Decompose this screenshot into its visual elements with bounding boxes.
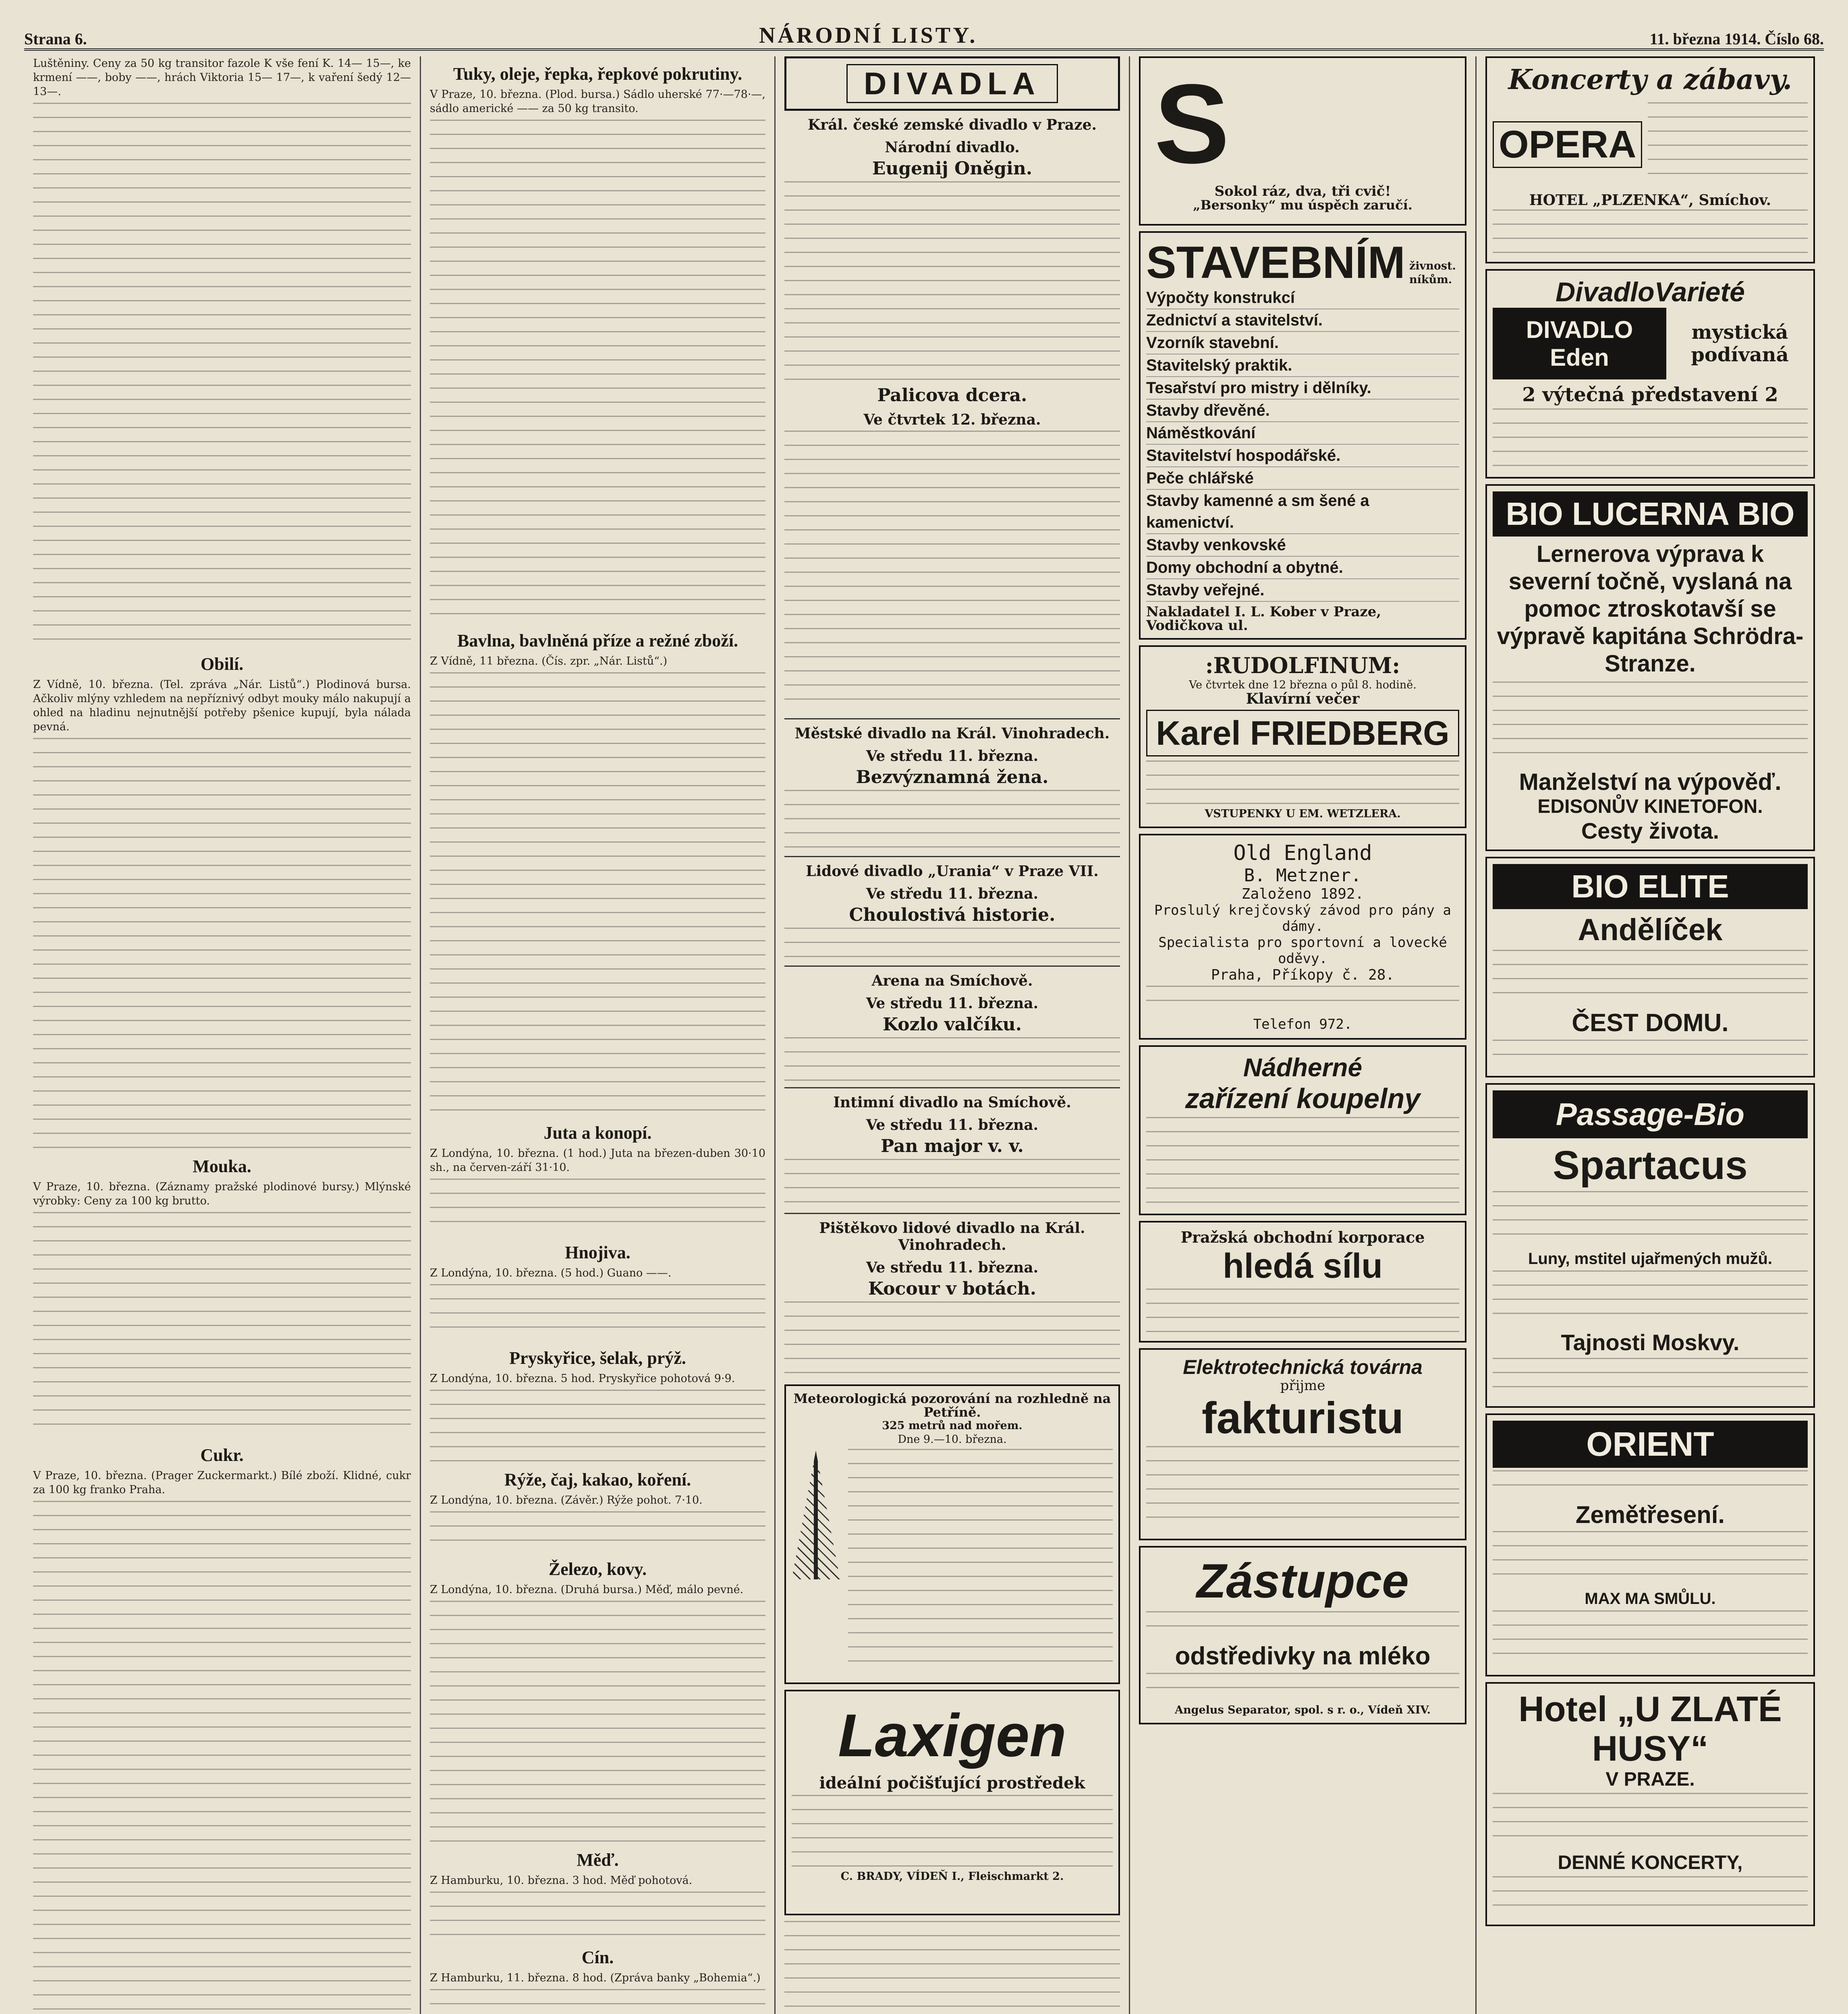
weather-report [784, 1384, 1120, 1684]
section-lead: Z Londýna, 10. března. (1 hod.) Juta na březen-duben 30·10 sh., na červen-září 31·10. [430, 1147, 765, 1174]
section-lead: Z Londýna, 10. března. (Druhá bursa.) Měď, málo pevné. [430, 1583, 744, 1596]
section-lead: V Praze, 10. března. (Záznamy pražské plodinové bursy.) Mlýnské výrobky: Ceny za 100 kg brutto. [33, 1181, 411, 1207]
weather-height: 325 metrů nad mořem. [882, 1419, 1023, 1432]
theatre-name: Lidové divadlo „Urania“ v Praze VII. [806, 863, 1099, 880]
theatre-name: Intimní divadlo na Smíchově. [833, 1094, 1071, 1111]
stavebnim-list-item: Peče chlářské [1146, 467, 1459, 490]
play-title: Kocour v botách. [868, 1278, 1037, 1299]
section-lead: V Praze, 10. března. (Prager Zuckermarkt.) Bílé zboží. Klidné, cukr za 100 kg franko Praha. [33, 1469, 411, 1496]
zastupce-line1: odstředivky na mléko [1175, 1642, 1431, 1670]
ad-text [1146, 1289, 1459, 1333]
section-lead: Z Londýna, 10. března. (Závěr.) Rýže pohot. 7·10. [430, 1494, 703, 1506]
section-heading: Obilí. [200, 654, 244, 674]
sokol-line2: „Bersonky“ mu úspěch zaručí. [1193, 197, 1412, 213]
orient-line1: Zemětřesení. [1575, 1501, 1725, 1528]
stavebnim-list [1146, 287, 1459, 602]
weather-title: Meteorologická pozorování na rozhledně na Petříně. [793, 1391, 1111, 1420]
divider [784, 856, 1120, 857]
eden-title: DivadloVarieté [1556, 277, 1745, 307]
eden-line1: mystická podívaná [1691, 321, 1789, 366]
ad-text [1493, 1270, 1808, 1327]
section-lead: Z Hamburku, 11. března. 8 hod. (Zpráva banky „Bohemia“.) [430, 1972, 761, 1984]
orient-line2: MAX MA SMŮLU. [1585, 1590, 1716, 1608]
lucerna-line1: Lernerova výprava k severní točně, vyslaná na pomoc ztroskotavší se výpravě kapitána Schrödra-Stranze. [1497, 541, 1804, 677]
play-title: Palicova dcera. [877, 385, 1027, 406]
passage-logo: Passage-Bio [1493, 1090, 1808, 1138]
ad-text [1493, 1531, 1808, 1587]
page-number: Strana 6. [24, 30, 87, 48]
text-block [430, 1284, 765, 1341]
ad-text [1146, 1673, 1459, 1701]
zastupce-title: Zástupce [1197, 1554, 1409, 1608]
stavebnim-list-item: Tesařství pro mistry i dělníky. [1146, 377, 1459, 400]
text-block [430, 1892, 765, 1940]
zlatehusy-title: Hotel „U ZLATÉ HUSY“ [1518, 1689, 1782, 1768]
stavebnim-list-item: Zednictví a stavitelství. [1146, 309, 1459, 332]
column-1 [24, 56, 421, 2014]
oe-line3: Založeno 1892. [1241, 886, 1364, 902]
theatre-listing [784, 863, 1120, 960]
theatre-name: Arena na Smíchově. [871, 972, 1033, 989]
section-heading: Měď. [577, 1850, 619, 1870]
article [33, 654, 411, 1149]
stavebnim-footer: Nakladatel I. L. Kober v Praze, Vodičkova ul. [1146, 604, 1381, 634]
lucerna-logo: BIO LUCERNA BIO [1493, 491, 1808, 537]
section-lead: Z Londýna, 10. března. (5 hod.) Guano ——. [430, 1267, 672, 1279]
text-block [784, 1301, 1120, 1382]
ad-text [1146, 986, 1459, 1014]
article [430, 1469, 765, 1552]
article [430, 1559, 765, 1842]
passage-line1: Spartacus [1553, 1143, 1748, 1188]
section-lead: Z Vídně, 10. března. (Tel. zpráva „Nár. Listů“.) Plodinová bursa. Ačkoliv mlýny vzhledem na nepříznivý odbyt mouky málo nakupují a ohled na hladinu nejnutnější potřeby pšenice kupují, byla nálada pevná. [33, 678, 411, 733]
faktura-line2: přijme [1280, 1378, 1325, 1394]
text-block [33, 1212, 411, 1438]
orient-logo: ORIENT [1493, 1421, 1808, 1468]
text-block [430, 672, 765, 1115]
faktura-line3: fakturistu [1201, 1393, 1404, 1443]
hleda-ad [1139, 1221, 1466, 1343]
old-england-ad [1139, 834, 1466, 1040]
play-title: Choulostivá historie. [849, 905, 1056, 925]
ad-text [792, 1795, 1113, 1867]
elite-line1: Andělíček [1578, 913, 1723, 947]
stavebnim-list-item: Domy obchodní a obytné. [1146, 557, 1459, 579]
theatre-listing [784, 1094, 1120, 1207]
play-title: Pan major v. v. [881, 1136, 1024, 1156]
article [430, 1850, 765, 1940]
theatre-sub: Ve středu 11. března. [866, 1117, 1039, 1133]
ad-text [1493, 1470, 1808, 1498]
text-block [784, 790, 1120, 850]
ad-text [1493, 950, 1808, 1006]
sokol-ad [1139, 56, 1466, 226]
section-heading: Bavlna, bavlněná příze a režné zboží. [457, 631, 738, 651]
section-heading: Cukr. [200, 1445, 244, 1465]
elite-logo: BIO ELITE [1493, 864, 1808, 909]
section-lead: Z Vídně, 11 března. (Čís. zpr. „Nár. Listů“.) [430, 655, 668, 667]
stavebnim-list-item: Stavitelský praktik. [1146, 354, 1459, 377]
elite-ad [1485, 857, 1815, 1077]
zlate-husy-ad [1485, 1682, 1815, 1926]
article-intro: Luštěniny. Ceny za 50 kg transitor fazole K vše fení K. 14— 15—, ke krmení ——, boby ——, hrách Viktoria 15— 17—, k vaření šedý 12— 13—. [33, 57, 411, 98]
oe-line7: Telefon 972. [1253, 1016, 1352, 1032]
section-heading: Rýže, čaj, kakao, koření. [504, 1470, 691, 1490]
ad-text [1493, 408, 1808, 469]
stavebnim-list-item: Stavby kamenné a sm šené a kamenictví. [1146, 490, 1459, 534]
koncerty-ad [1485, 56, 1815, 263]
zlatehusy-line1: V PRAZE. [1605, 1769, 1695, 1790]
text-block [430, 120, 765, 623]
eden-logo: DIVADLO Eden [1493, 308, 1666, 379]
theatre-sub: Ve středu 11. března. [866, 885, 1039, 902]
section-lead: Z Londýna, 10. března. 5 hod. Pryskyřice pohotová 9·9. [430, 1372, 735, 1385]
market-text-block [33, 103, 411, 646]
pizenka-title: HOTEL „PLZENKA“, Smíchov. [1529, 192, 1771, 209]
fakturista-ad [1139, 1348, 1466, 1540]
stavebnim-list-item: Vzorník stavební. [1146, 332, 1459, 354]
text-block [430, 1390, 765, 1462]
theatre-name: Král. české zemské divadlo v Praze. [807, 116, 1097, 133]
ad-text [1493, 1358, 1808, 1398]
section-heading: Pryskyřice, šelak, prýž. [509, 1348, 686, 1368]
section-heading: Hnojiva. [565, 1243, 631, 1262]
ad-text [1146, 1117, 1459, 1206]
column-5 [1477, 56, 1824, 2014]
koupelny-line2: zařízení koupelny [1185, 1083, 1421, 1114]
rudolfinum-title: :RUDOLFINUM: [1205, 653, 1400, 678]
stavebnim-list-item: Stavby veřejné. [1146, 579, 1459, 602]
divider [784, 966, 1120, 967]
theatre-title: DIVADLA [846, 64, 1058, 103]
ad-text [1493, 1040, 1808, 1068]
theatre-name: Pištěkovo lidové divadlo na Král. Vinohradech. [819, 1220, 1085, 1254]
ad-text [1146, 1446, 1459, 1531]
text-block [430, 1179, 765, 1235]
passage-line3: Tajnosti Moskvy. [1561, 1330, 1740, 1355]
rudolfinum-footer: VSTUPENKY U EM. WETZLERA. [1205, 808, 1401, 820]
stavebnim-list-item: Výpočty konstrukcí [1146, 287, 1459, 309]
opera-logo: OPERA [1493, 121, 1642, 168]
eden-line2: 2 výtečná představení 2 [1522, 383, 1778, 406]
passage-ad [1485, 1083, 1815, 1408]
oe-line5: Specialista pro sportovní a lovecké oděvy. [1158, 934, 1447, 967]
theatre-sub: Ve středu 11. března. [866, 1259, 1039, 1276]
ad-text [1493, 1793, 1808, 1849]
stavebnim-list-item: Stavby venkovské [1146, 534, 1459, 557]
theatre-header [784, 56, 1120, 111]
text-block [784, 431, 1120, 713]
theatre-sub: Ve středu 11. března. [866, 748, 1039, 765]
laxigen-address: C. BRADY, VÍDEŇ I., Fleischmarkt 2. [840, 1870, 1064, 1883]
divider [784, 718, 1120, 719]
koupelny-ad [1139, 1045, 1466, 1215]
eden-ad [1485, 269, 1815, 479]
text-block [784, 1921, 1120, 2014]
article [430, 630, 765, 1115]
stavebnim-list-item: Stavby dřevěné. [1146, 400, 1459, 422]
hleda-line1: Pražská obchodní korporace [1180, 1228, 1425, 1246]
ad-text [1493, 682, 1808, 766]
stavebnim-list-item: Náměstkování [1146, 422, 1459, 445]
theatre-sub: Národní divadlo. [885, 139, 1020, 156]
oe-line2: B. Metzner. [1244, 865, 1362, 886]
zastupce-line2: Angelus Separator, spol. s r. o., Vídeň XIV. [1175, 1704, 1431, 1716]
section-heading: Železo, kovy. [548, 1559, 647, 1579]
ad-text [1493, 1191, 1808, 1247]
theatre-listing [784, 972, 1120, 1082]
zlatehusy-line2: DENNÉ KONCERTY, [1558, 1852, 1743, 1873]
weather-table [848, 1449, 1113, 1674]
oe-line6: Praha, Příkopy č. 28. [1211, 967, 1395, 983]
divider [784, 1087, 1120, 1088]
section-heading: Mouka. [193, 1156, 251, 1176]
laxigen-logo: Laxigen [838, 1701, 1066, 1769]
koupelny-line1: Nádherné [1243, 1053, 1363, 1082]
rudolfinum-ad [1139, 645, 1466, 828]
text-block [784, 928, 1120, 960]
text-block [430, 1511, 765, 1552]
faktura-line1: Elektrotechnická továrna [1183, 1356, 1423, 1378]
stavebnim-title: STAVEBNÍM [1146, 237, 1405, 288]
text-block [33, 1501, 411, 2014]
lucerna-line4: Cesty života. [1581, 818, 1719, 843]
article [430, 1123, 765, 1235]
koncerty-title: Koncerty a zábavy. [1508, 64, 1792, 96]
theatre-listing [784, 385, 1120, 713]
oe-line1: Old England [1233, 841, 1372, 865]
column-4 [1130, 56, 1477, 2014]
text-block [784, 181, 1120, 383]
theatre-sub: Ve čtvrtek 12. března. [863, 411, 1041, 428]
ad-text [1493, 1876, 1808, 1917]
play-title: Eugenij Oněgin. [872, 158, 1033, 179]
hleda-line2: hledá sílu [1223, 1247, 1383, 1285]
article [33, 1445, 411, 2014]
text-block [430, 1989, 765, 2014]
article [430, 1242, 765, 1341]
play-title: Kozlo valčíku. [882, 1014, 1022, 1035]
oe-line4: Proslulý krejčovský závod pro pány a dámy. [1154, 902, 1451, 934]
sokol-line1: Sokol ráz, dva, tři cvič! [1214, 183, 1391, 199]
section-heading: Cín. [581, 1948, 614, 1967]
stavebnim-ad [1139, 231, 1466, 640]
ad-text [1648, 102, 1808, 187]
ad-text [1146, 1611, 1459, 1639]
section-heading: Juta a konopí. [543, 1123, 652, 1143]
issue-date: 11. března 1914. Číslo 68. [1649, 30, 1824, 48]
lucerna-line2: Manželství na výpověď. [1519, 769, 1782, 795]
theatre-listing [784, 116, 1120, 383]
laxigen-ad [784, 1690, 1120, 1915]
ad-text [1493, 209, 1808, 254]
rudolfinum-date: Ve čtvrtek dne 12 března o půl 8. hodině. [1189, 679, 1417, 691]
stavebnim-sub: živnost. níkům. [1409, 260, 1456, 286]
lucerna-ad [1485, 484, 1815, 851]
theatre-listing [784, 725, 1120, 850]
lucerna-line3: EDISONŮV KINETOFON. [1537, 796, 1763, 817]
divider [784, 1213, 1120, 1214]
petrin-tower-icon [792, 1450, 840, 1579]
laxigen-tagline: ideální počišťující prostředek [819, 1774, 1085, 1792]
text-block [784, 1037, 1120, 1082]
stavebnim-list-item: Stavitelství hospodářské. [1146, 445, 1459, 467]
theatre-sub: Ve středu 11. března. [866, 995, 1039, 1012]
article [430, 1947, 765, 2014]
text-block [784, 1159, 1120, 1207]
rudolfinum-event: Klavírní večer [1246, 690, 1360, 707]
ad-text [1146, 760, 1459, 805]
elite-line2: ČEST DOMU. [1572, 1009, 1729, 1037]
rudolfinum-performer: Karel FRIEDBERG [1146, 710, 1459, 756]
sokol-letter: S [1154, 61, 1230, 187]
article [430, 64, 765, 623]
theatre-listing [784, 1220, 1120, 1382]
zastupce-ad [1139, 1546, 1466, 1724]
passage-line2: Luny, mstitel ujařmených mužů. [1528, 1250, 1773, 1268]
text-block [430, 1601, 765, 1842]
text-block [33, 738, 411, 1149]
article [430, 1348, 765, 1462]
masthead: NÁRODNÍ LISTY. [759, 23, 978, 48]
column-2 [421, 56, 776, 2014]
orient-ad [1485, 1413, 1815, 1676]
section-heading: Tuky, oleje, řepka, řepkové pokrutiny. [453, 64, 743, 84]
theatre-name: Městské divadlo na Král. Vinohradech. [794, 725, 1110, 742]
ad-text [1493, 1610, 1808, 1667]
play-title: Bezvýznamná žena. [856, 767, 1049, 787]
section-lead: Z Hamburku, 10. března. 3 hod. Měď pohotová. [430, 1874, 693, 1887]
page-header [24, 16, 1824, 51]
weather-date: Dne 9.—10. března. [898, 1433, 1007, 1446]
column-3 [776, 56, 1130, 2014]
article [33, 1156, 411, 1438]
section-lead: V Praze, 10. března. (Plod. bursa.) Sádlo uherské 77·—78·—, sádlo americké —— za 50 kg transito. [430, 88, 765, 115]
